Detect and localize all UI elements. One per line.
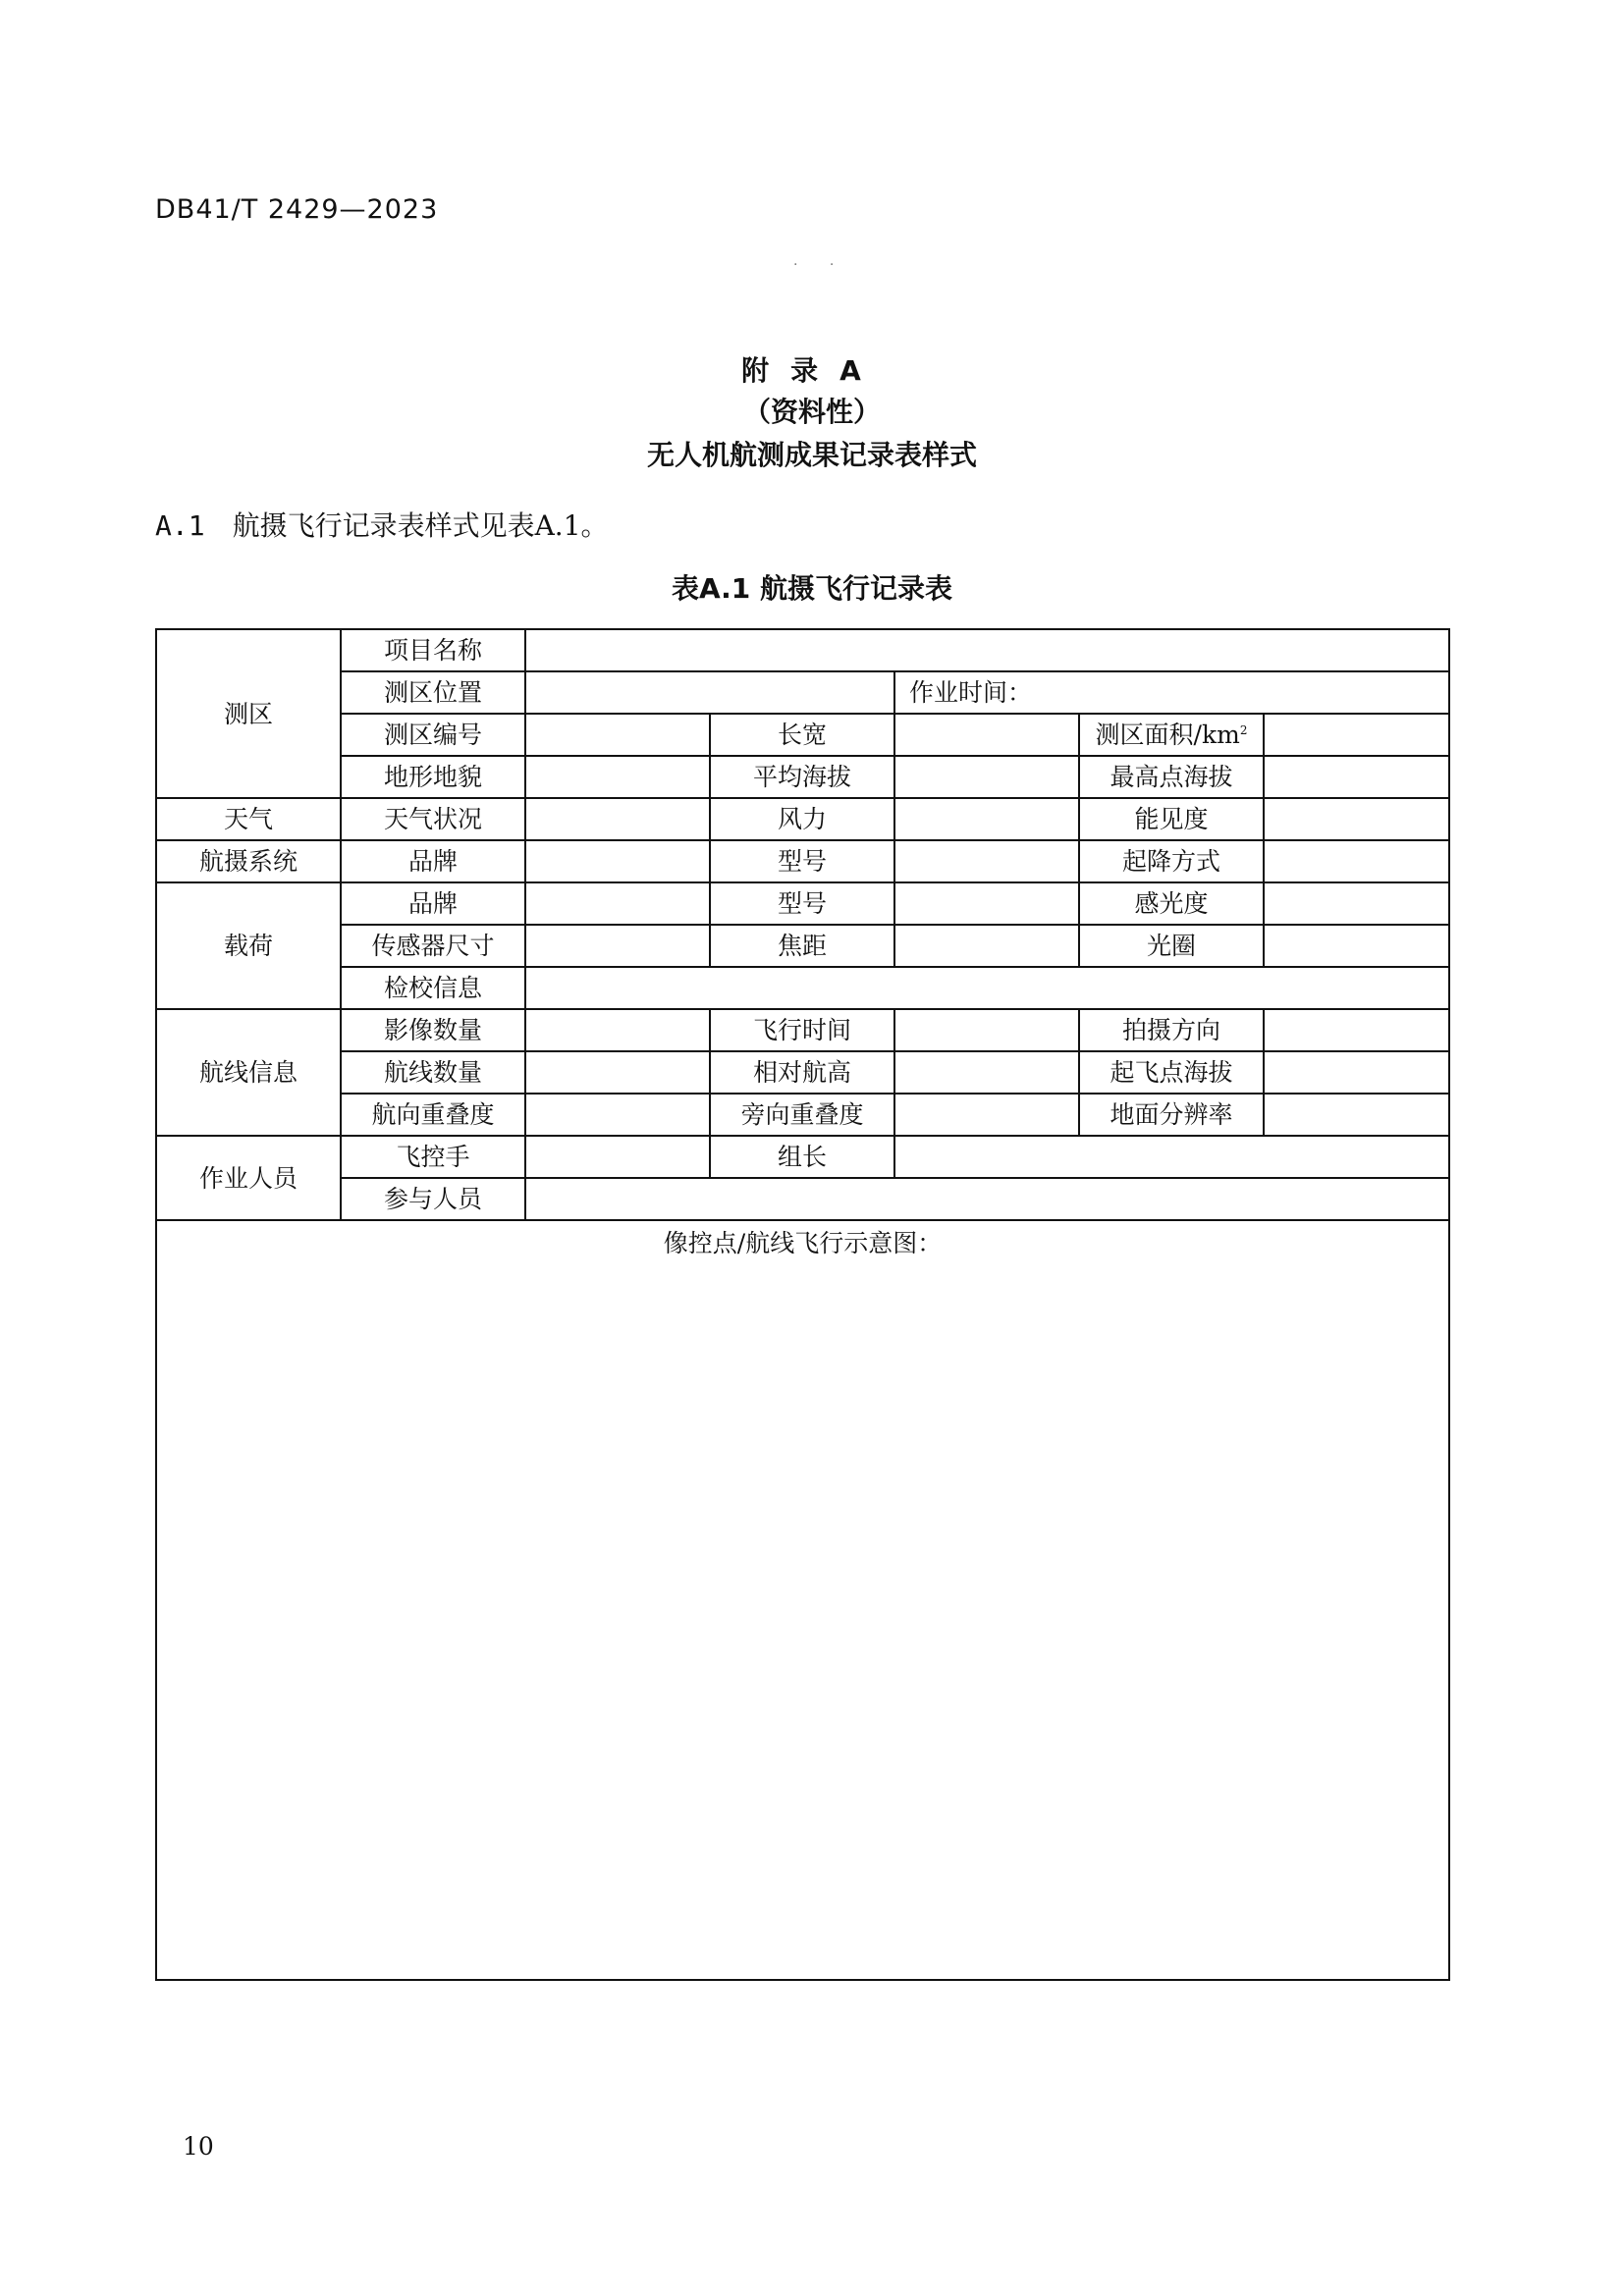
value-sensor-size[interactable] bbox=[525, 925, 710, 967]
value-flight-time[interactable] bbox=[894, 1009, 1079, 1051]
label-relative-height: 相对航高 bbox=[710, 1051, 894, 1094]
sketch-title: 像控点/航线飞行示意图： bbox=[663, 1229, 943, 1257]
table-caption: 表A.1 航摄飞行记录表 bbox=[671, 572, 953, 605]
value-focal-length[interactable] bbox=[894, 925, 1079, 967]
label-payload-brand: 品牌 bbox=[341, 882, 525, 925]
group-personnel: 作业人员 bbox=[156, 1136, 341, 1220]
value-side-overlap[interactable] bbox=[894, 1094, 1079, 1136]
value-terrain[interactable] bbox=[525, 756, 710, 798]
table-row bbox=[156, 967, 1449, 1009]
table-row bbox=[156, 1136, 1449, 1178]
label-terrain: 地形地貌 bbox=[341, 756, 525, 798]
appendix-nature: （资料性） bbox=[742, 396, 881, 428]
value-takeoff-altitude[interactable] bbox=[1264, 1051, 1449, 1094]
table-row bbox=[156, 1051, 1449, 1094]
group-aerial-system: 航摄系统 bbox=[156, 840, 341, 882]
group-route-info: 航线信息 bbox=[156, 1009, 341, 1136]
label-gsd: 地面分辨率 bbox=[1079, 1094, 1264, 1136]
area-size-text: 测区面积/km bbox=[1095, 721, 1240, 749]
label-image-count: 影像数量 bbox=[341, 1009, 525, 1051]
label-area-number: 测区编号 bbox=[341, 714, 525, 756]
value-payload-brand[interactable] bbox=[525, 882, 710, 925]
group-weather: 天气 bbox=[156, 798, 341, 840]
appendix-label: 附录A bbox=[741, 354, 883, 387]
value-area-location[interactable] bbox=[525, 671, 894, 714]
label-side-overlap: 旁向重叠度 bbox=[710, 1094, 894, 1136]
label-participants: 参与人员 bbox=[341, 1178, 525, 1220]
value-wind[interactable] bbox=[894, 798, 1079, 840]
value-image-count[interactable] bbox=[525, 1009, 710, 1051]
value-shooting-direction[interactable] bbox=[1264, 1009, 1449, 1051]
value-avg-altitude[interactable] bbox=[894, 756, 1079, 798]
table-row bbox=[156, 882, 1449, 925]
table-row bbox=[156, 756, 1449, 798]
label-wind: 风力 bbox=[710, 798, 894, 840]
value-takeoff-mode[interactable] bbox=[1264, 840, 1449, 882]
value-system-model[interactable] bbox=[894, 840, 1079, 882]
value-system-brand[interactable] bbox=[525, 840, 710, 882]
table-row bbox=[156, 714, 1449, 756]
label-weather-status: 天气状况 bbox=[341, 798, 525, 840]
value-payload-model[interactable] bbox=[894, 882, 1079, 925]
page-number: 10 bbox=[183, 2132, 214, 2161]
value-route-count[interactable] bbox=[525, 1051, 710, 1094]
clause-number: A.1 bbox=[155, 509, 205, 542]
table-row bbox=[156, 629, 1449, 671]
label-flight-time: 飞行时间 bbox=[710, 1009, 894, 1051]
label-system-brand: 品牌 bbox=[341, 840, 525, 882]
label-focal-length: 焦距 bbox=[710, 925, 894, 967]
table-row bbox=[156, 798, 1449, 840]
clause-a1 bbox=[155, 505, 609, 544]
label-payload-model: 型号 bbox=[710, 882, 894, 925]
value-project-name[interactable] bbox=[525, 629, 1449, 671]
label-length-width: 长宽 bbox=[710, 714, 894, 756]
table-row bbox=[156, 925, 1449, 967]
table-row bbox=[156, 671, 1449, 714]
value-team-leader[interactable] bbox=[894, 1136, 1449, 1178]
label-iso: 感光度 bbox=[1079, 882, 1264, 925]
label-area-location: 测区位置 bbox=[341, 671, 525, 714]
label-max-altitude: 最高点海拔 bbox=[1079, 756, 1264, 798]
label-project-name: 项目名称 bbox=[341, 629, 525, 671]
label-calibration: 检校信息 bbox=[341, 967, 525, 1009]
value-weather-status[interactable] bbox=[525, 798, 710, 840]
sketch-area[interactable] bbox=[156, 1220, 1449, 1980]
table-row bbox=[156, 1220, 1449, 1980]
label-aperture: 光圈 bbox=[1079, 925, 1264, 967]
value-pilot[interactable] bbox=[525, 1136, 710, 1178]
value-gsd[interactable] bbox=[1264, 1094, 1449, 1136]
group-payload: 载荷 bbox=[156, 882, 341, 1009]
label-pilot: 飞控手 bbox=[341, 1136, 525, 1178]
flight-record-table bbox=[155, 628, 1450, 1981]
label-system-model: 型号 bbox=[710, 840, 894, 882]
label-visibility: 能见度 bbox=[1079, 798, 1264, 840]
label-team-leader: 组长 bbox=[710, 1136, 894, 1178]
label-forward-overlap: 航向重叠度 bbox=[341, 1094, 525, 1136]
label-takeoff-altitude: 起飞点海拔 bbox=[1079, 1051, 1264, 1094]
label-area-size bbox=[1079, 714, 1264, 756]
value-forward-overlap[interactable] bbox=[525, 1094, 710, 1136]
value-iso[interactable] bbox=[1264, 882, 1449, 925]
value-length-width[interactable] bbox=[894, 714, 1079, 756]
decorative-dots: . . bbox=[793, 253, 848, 269]
area-size-superscript: 2 bbox=[1239, 723, 1248, 737]
value-participants[interactable] bbox=[525, 1178, 1449, 1220]
label-avg-altitude: 平均海拔 bbox=[710, 756, 894, 798]
label-work-time[interactable]: 作业时间： bbox=[894, 671, 1449, 714]
value-max-altitude[interactable] bbox=[1264, 756, 1449, 798]
value-aperture[interactable] bbox=[1264, 925, 1449, 967]
table-row bbox=[156, 1094, 1449, 1136]
value-visibility[interactable] bbox=[1264, 798, 1449, 840]
table-row bbox=[156, 840, 1449, 882]
document-code: DB41/T 2429—2023 bbox=[155, 194, 439, 225]
label-shooting-direction: 拍摄方向 bbox=[1079, 1009, 1264, 1051]
appendix-title: 无人机航测成果记录表样式 bbox=[646, 439, 977, 471]
table-row bbox=[156, 1178, 1449, 1220]
group-survey-area: 测区 bbox=[156, 629, 341, 798]
label-route-count: 航线数量 bbox=[341, 1051, 525, 1094]
label-takeoff-mode: 起降方式 bbox=[1079, 840, 1264, 882]
label-sensor-size: 传感器尺寸 bbox=[341, 925, 525, 967]
clause-text: 航摄飞行记录表样式见表A.1。 bbox=[232, 509, 609, 542]
value-relative-height[interactable] bbox=[894, 1051, 1079, 1094]
value-area-number[interactable] bbox=[525, 714, 710, 756]
value-calibration[interactable] bbox=[525, 967, 1449, 1009]
table-row bbox=[156, 1009, 1449, 1051]
value-area-size[interactable] bbox=[1264, 714, 1449, 756]
